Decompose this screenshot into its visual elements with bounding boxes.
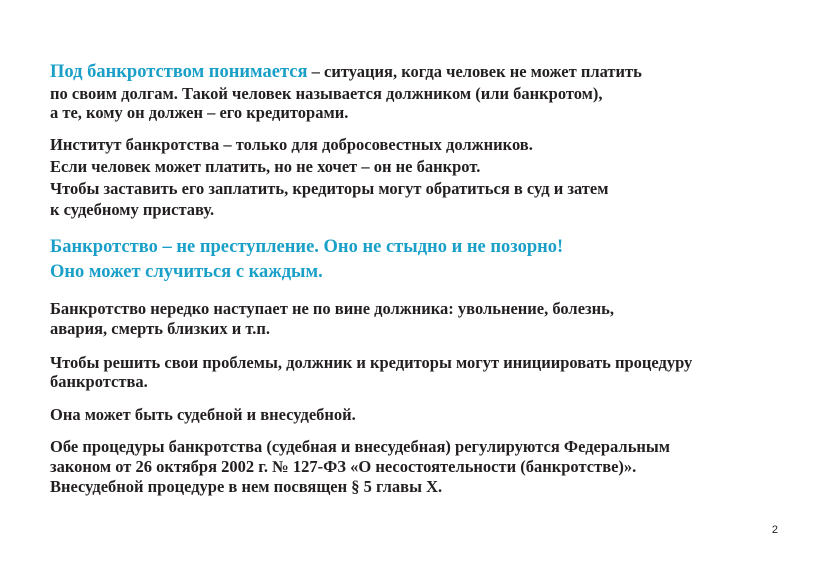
page-number: 2 — [771, 524, 778, 536]
institute-line-4: к судебному приставу. — [50, 200, 215, 219]
highlight-line-1: Банкротство – не преступление. Оно не стыдно и не позорно! — [50, 237, 564, 257]
law-line-2: законом от 26 октября 2002 г. № 127-ФЗ «О несостоятельности (банкротстве)». — [50, 457, 637, 476]
institute-line-2: Если человек может платить, но не хочет – он не банкрот. — [50, 157, 481, 176]
institute-line-1: Институт банкротства – только для добросовестных должников. — [50, 135, 533, 154]
institute-line-3: Чтобы заставить его заплатить, кредиторы могут обратиться в суд и затем — [50, 179, 609, 198]
definition-line-1 — [50, 61, 642, 83]
initiation-line-1: Чтобы решить свои проблемы, должник и кредиторы могут инициировать процедуру — [50, 353, 693, 372]
definition-line-1-rest: – ситуация, когда человек не может платить — [307, 62, 642, 81]
definition-line-3: а те, кому он должен – его кредиторами. — [50, 103, 349, 122]
procedure-types: Она может быть судебной и внесудебной. — [50, 405, 356, 424]
definition-lead: Под банкротством понимается — [50, 62, 308, 82]
initiation-line-2: банкротства. — [50, 372, 148, 391]
causes-line-2: авария, смерть близких и т.п. — [50, 319, 270, 338]
highlight-line-2: Оно может случиться с каждым. — [50, 262, 323, 282]
definition-line-2: по своим долгам. Такой человек называется должником (или банкротом), — [50, 84, 603, 103]
causes-line-1: Банкротство нередко наступает не по вине должника: увольнение, болезнь, — [50, 299, 615, 318]
law-line-1: Обе процедуры банкротства (судебная и внесудебная) регулируются Федеральным — [50, 437, 671, 456]
law-line-3: Внесудебной процедуре в нем посвящен § 5 главы Х. — [50, 477, 443, 496]
